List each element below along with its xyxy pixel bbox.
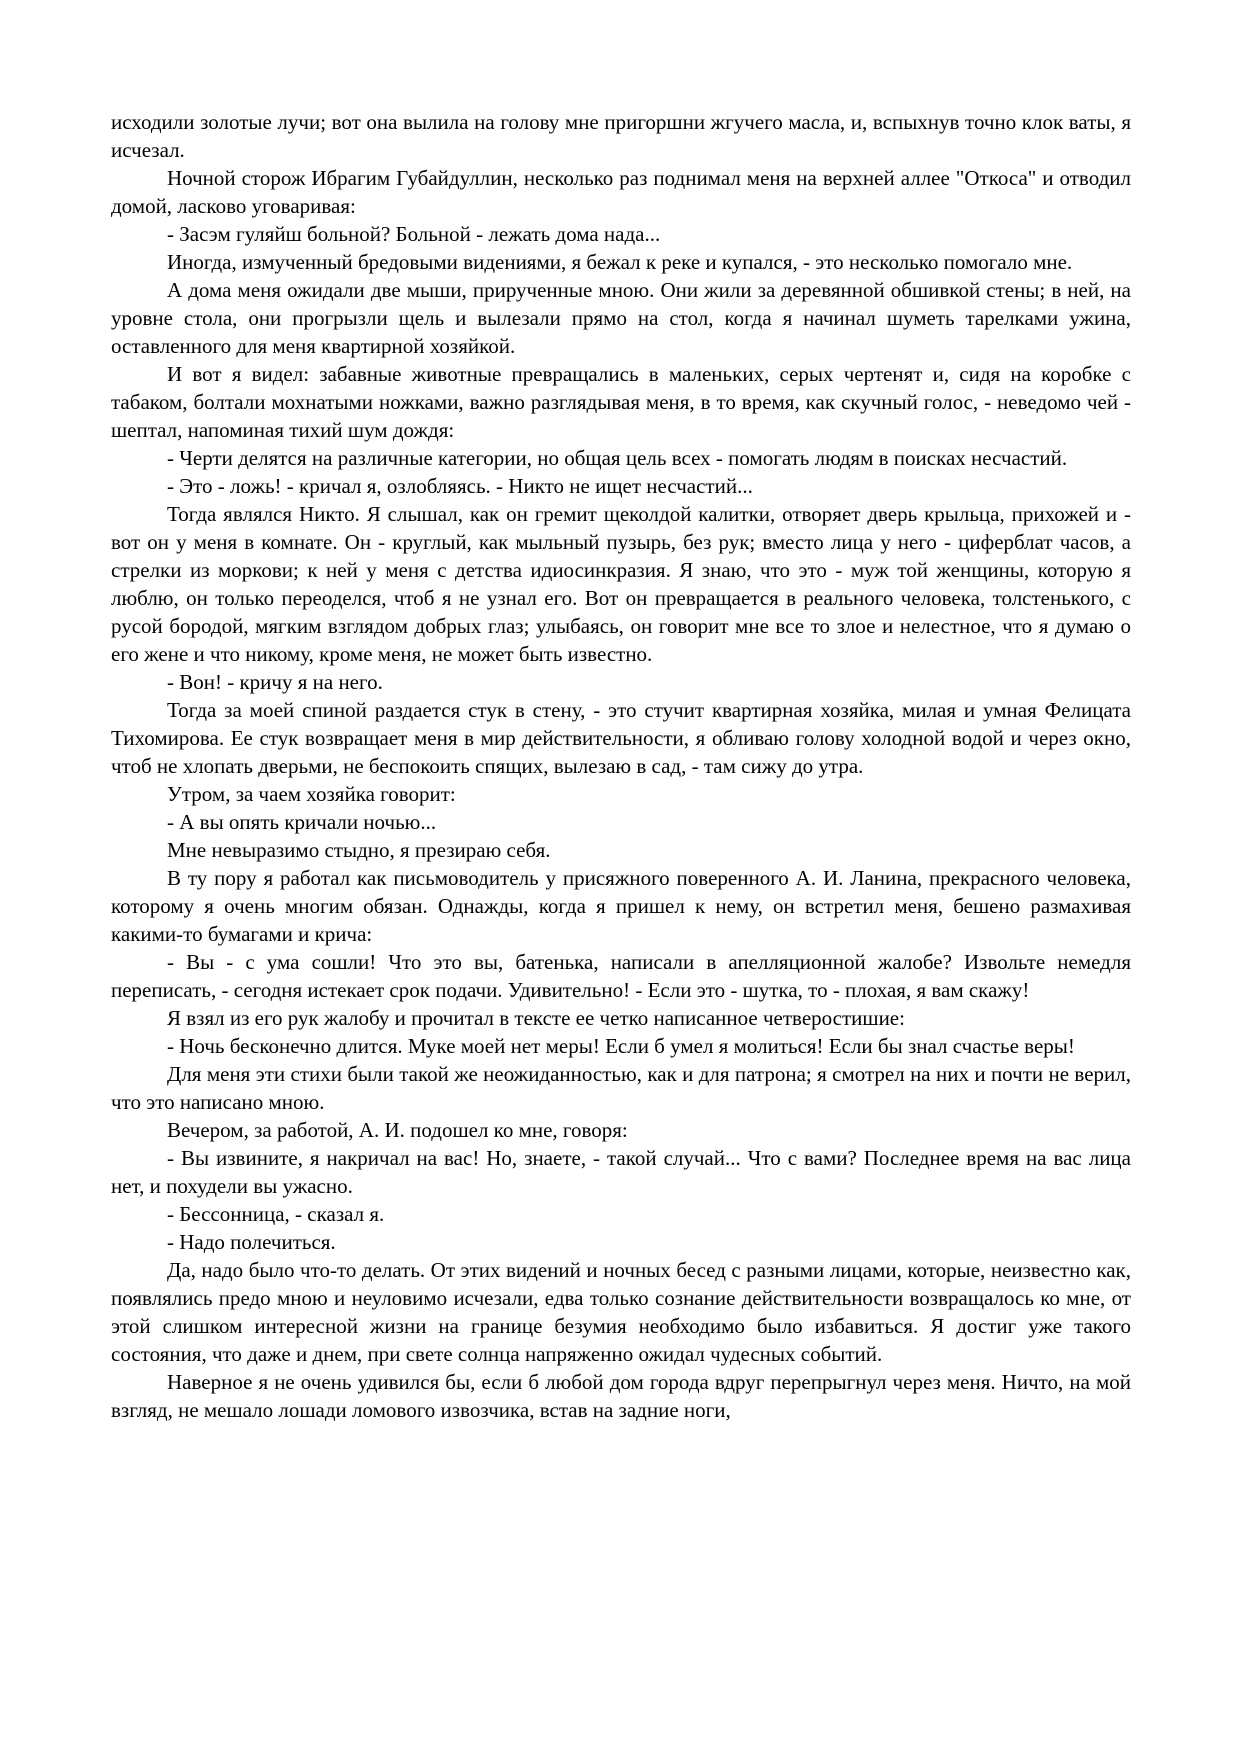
paragraph: Тогда являлся Никто. Я слышал, как он гремит щеколдой калитки, отворяет дверь крыльца, прихожей и - вот он у меня в комнате. Он - круглый, как мыльный пузырь, без рук; вместо лица у него - циферблат часов, а стрелки из моркови; к ней у меня с детства идиосинкразия. Я знаю, что это - муж той женщины, которую я люблю, он только переоделся, чтоб я не узнал его. Вот он превращается в реального человека, толстенького, с русой бородой, мягким взглядом добрых глаз; улыбаясь, он говорит мне все то злое и нелестное, что я думаю о его жене и что никому, кроме меня, не может быть известно.: [111, 502, 1131, 666]
paragraph: И вот я видел: забавные животные превращались в маленьких, серых чертенят и, сидя на коробке с табаком, болтали мохнатыми ножками, важно разглядывая меня, в то время, как скучный голос, - неведомо чей - шептал, напоминая тихий шум дождя:: [111, 362, 1131, 442]
paragraph-continuation: исходили золотые лучи; вот она вылила на голову мне пригоршни жгучего масла, и, вспыхнув точно клок ваты, я исчезал.: [111, 110, 1131, 162]
document-page: [111, 108, 1131, 1424]
paragraph: Вечером, за работой, А. И. подошел ко мне, говоря:: [167, 1118, 628, 1142]
paragraph: Ночной сторож Ибрагим Губайдуллин, несколько раз поднимал меня на верхней аллее "Откоса" и отводил домой, ласково уговаривая:: [111, 166, 1131, 218]
paragraph: - Черти делятся на различные категории, но общая цель всех - помогать людям в поисках несчастий.: [167, 446, 1068, 470]
paragraph: Я взял из его рук жалобу и прочитал в тексте ее четко написанное четверостишие:: [167, 1006, 905, 1030]
paragraph: - Это - ложь! - кричал я, озлобляясь. - Никто не ищет несчастий...: [167, 474, 753, 498]
paragraph: - Бессонница, - сказал я.: [167, 1202, 385, 1226]
paragraph: Иногда, измученный бредовыми видениями, я бежал к реке и купался, - это несколько помогало мне.: [167, 250, 1073, 274]
paragraph: - Засэм гуляйш больной? Больной - лежать дома нада...: [167, 222, 661, 246]
paragraph: Мне невыразимо стыдно, я презираю себя.: [167, 838, 551, 862]
paragraph: А дома меня ожидали две мыши, прирученные мною. Они жили за деревянной обшивкой стены; в ней, на уровне стола, они прогрызли щель и вылезали прямо на стол, когда я начинал шуметь тарелками ужина, оставленного для меня квартирной хозяйкой.: [111, 278, 1131, 358]
paragraph: Наверное я не очень удивился бы, если б любой дом города вдруг перепрыгнул через меня. Ничто, на мой взгляд, не мешало лошади ломового извозчика, встав на задние ноги,: [111, 1370, 1131, 1422]
paragraph: - А вы опять кричали ночью...: [167, 810, 437, 834]
paragraph: - Вон! - кричу я на него.: [167, 670, 383, 694]
paragraph: - Вы - с ума сошли! Что это вы, батенька, написали в апелляционной жалобе? Извольте немедля переписать, - сегодня истекает срок подачи. Удивительно! - Если это - шутка, то - плохая, я вам скажу!: [111, 950, 1131, 1002]
paragraph: - Вы извините, я накричал на вас! Но, знаете, - такой случай... Что с вами? Последнее время на вас лица нет, и похудели вы ужасно.: [111, 1146, 1131, 1198]
paragraph: Для меня эти стихи были такой же неожиданностью, как и для патрона; я смотрел на них и почти не верил, что это написано мною.: [111, 1062, 1131, 1114]
paragraph: - Ночь бесконечно длится. Муке моей нет меры! Если б умел я молиться! Если бы знал счастье веры!: [167, 1034, 1075, 1058]
paragraph: Да, надо было что-то делать. От этих видений и ночных бесед с разными лицами, которые, неизвестно как, появлялись предо мною и неуловимо исчезали, едва только сознание действительности возвращалось ко мне, от этой слишком интересной жизни на границе безумия необходимо было избавиться. Я достиг уже такого состояния, что даже и днем, при свете солнца напряженно ожидал чудесных событий.: [111, 1258, 1131, 1366]
paragraph: Утром, за чаем хозяйка говорит:: [167, 782, 456, 806]
paragraph: Тогда за моей спиной раздается стук в стену, - это стучит квартирная хозяйка, милая и умная Фелицата Тихомирова. Ее стук возвращает меня в мир действительности, я обливаю голову холодной водой и через окно, чтоб не хлопать дверьми, не беспокоить спящих, вылезаю в сад, - там сижу до утра.: [111, 698, 1131, 778]
paragraph: В ту пору я работал как письмоводитель у присяжного поверенного А. И. Ланина, прекрасного человека, которому я очень многим обязан. Однажды, когда я пришел к нему, он встретил меня, бешено размахивая какими-то бумагами и крича:: [111, 866, 1131, 946]
paragraph: - Надо полечиться.: [167, 1230, 336, 1254]
